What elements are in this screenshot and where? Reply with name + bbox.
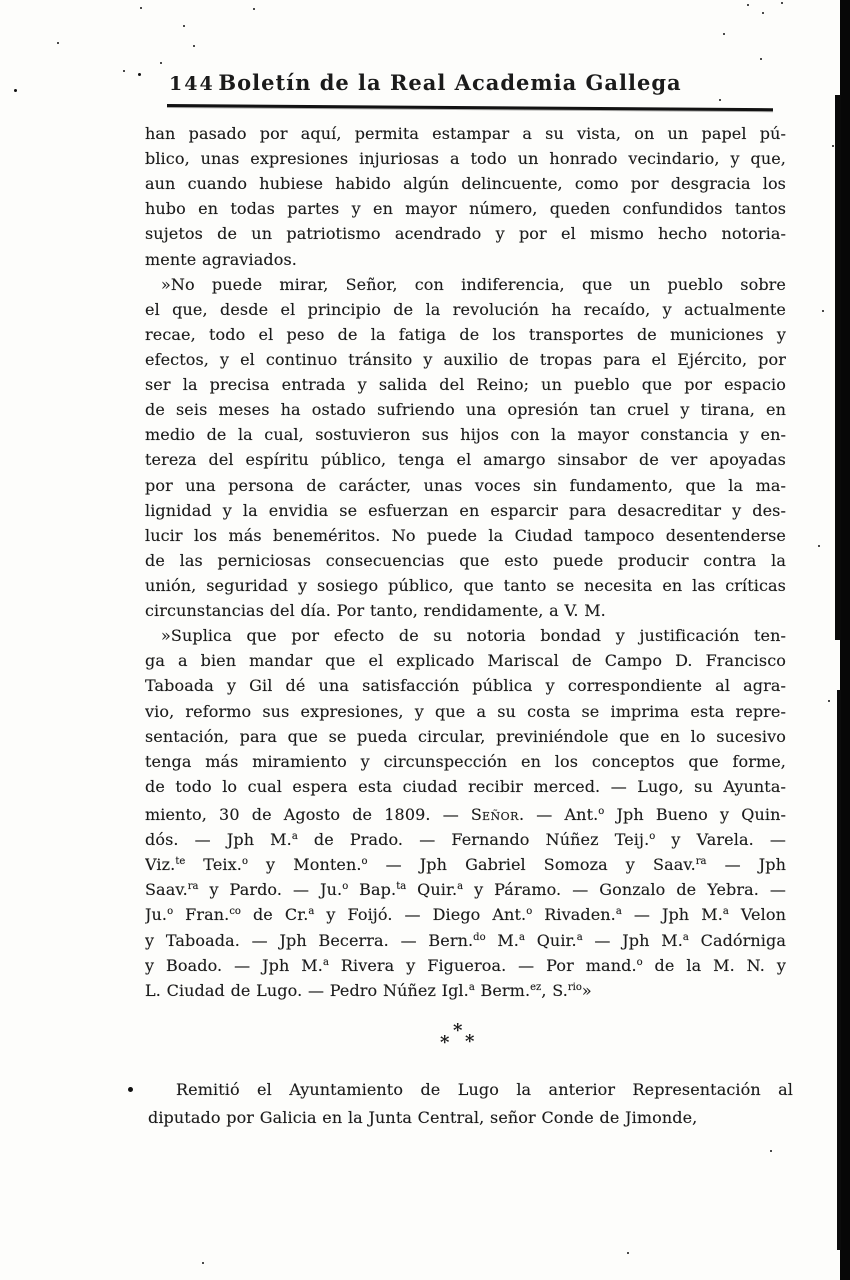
text-line: Viz.$^{te}$ Teix.$^o$ y Monten.$^o$ — Jph Gabriel Somoza y Saav.$^{ra}$ — Jph xyxy=(145,855,786,875)
body-text xyxy=(145,121,786,1000)
header-rule xyxy=(167,104,773,111)
text-line: efectos, y el continuo tránsito y auxilio de tropas para el Ejército, por xyxy=(145,349,786,369)
text-line: y Boado. — Jph M.$^a$ Rivera y Figueroa. — Por mand.$^o$ de la M. N. y xyxy=(145,955,786,975)
ink-speck xyxy=(57,42,59,44)
text-line: dós. — Jph M.$^a$ de Prado. — Fernando Núñez Teij.$^o$ y Varela. — xyxy=(145,830,786,850)
ink-speck xyxy=(140,7,142,9)
ink-speck xyxy=(193,45,195,47)
ink-speck xyxy=(627,1252,629,1254)
page-number: 144 xyxy=(169,73,215,95)
text-line: Taboada y Gil dé una satisfacción pública y correspondiente al agra- xyxy=(145,676,786,696)
asterisk-icon: * xyxy=(440,1032,450,1053)
asterism-separator xyxy=(430,1022,490,1058)
journal-title: Boletín de la Real Academia Gallega xyxy=(218,70,682,95)
ink-speck xyxy=(123,70,125,72)
text-line: de las perniciosas consecuencias que esto puede producir contra la xyxy=(145,550,786,570)
text-line: tereza del espíritu público, tenga el amargo sinsabor de ver apoyadas xyxy=(145,450,786,470)
text-line: medio de la cual, sostuvieron sus hijos con la mayor constancia y en- xyxy=(145,425,786,445)
ink-speck xyxy=(828,700,830,702)
text-line: recae, todo el peso de la fatiga de los transportes de municiones y xyxy=(145,324,786,344)
text-line: L. Ciudad de Lugo. — Pedro Núñez Igl.$^a$ Berm.$^{ez}$, S.$^{rio}$» xyxy=(145,980,592,1000)
ink-speck xyxy=(138,73,141,76)
text-line: sujetos de un patriotismo acendrado y por el mismo hecho notoria- xyxy=(145,224,786,244)
ink-speck xyxy=(128,1087,133,1092)
ink-speck xyxy=(832,145,834,147)
text-line: el que, desde el principio de la revolución ha recaído, y actualmente xyxy=(145,299,786,319)
text-line: por una persona de carácter, unas voces sin fundamento, que la ma- xyxy=(145,475,786,495)
text-line: hubo en todas partes y en mayor número, queden confundidos tantos xyxy=(145,199,786,219)
scan-artifact-right-edge xyxy=(840,0,850,1280)
ink-speck xyxy=(822,310,824,312)
text-line: ser la precisa entrada y salida del Reino; un pueblo que por espacio xyxy=(145,375,786,395)
text-line: »No puede mirar, Señor, con indiferencia, que un pueblo sobre xyxy=(161,274,786,294)
text-line: de todo lo cual espera esta ciudad recibir merced. — Lugo, su Ayunta- xyxy=(145,776,786,796)
text-line: han pasado por aquí, permita estampar a su vista, on un papel pú- xyxy=(145,124,786,143)
scan-artifact-right-edge-mid xyxy=(837,690,841,1250)
asterisk-icon: * xyxy=(453,1020,463,1041)
text-line: lignidad y la envidia se esfuerzan en esparcir para desacreditar y des- xyxy=(145,500,786,520)
text-line: vio, reformo sus expresiones, y que a su costa se imprima esta repre- xyxy=(145,701,786,721)
text-line: aun cuando hubiese habido algún delincuente, como por desgracia los xyxy=(145,174,786,194)
text-line: lucir los más beneméritos. No puede la Ciudad tampoco desentenderse xyxy=(145,525,786,545)
text-line: Ju.$^o$ Fran.$^{co}$ de Cr.$^a$ y Foijó. — Diego Ant.$^o$ Rivaden.$^a$ — Jph M.$^a$ Velon xyxy=(145,905,786,925)
text-line: tenga más miramiento y circunspección en los conceptos que forme, xyxy=(145,751,786,771)
ink-speck xyxy=(14,89,17,92)
text-line: sentación, para que se pueda circular, previniéndole que en lo sucesivo xyxy=(145,726,786,746)
ink-speck xyxy=(747,4,749,6)
asterisk-icon: * xyxy=(465,1031,475,1052)
ink-speck xyxy=(760,58,762,60)
text-line: diputado por Galicia en la Junta Central, señor Conde de Jimonde, xyxy=(148,1108,698,1127)
ink-speck xyxy=(719,99,721,101)
text-line: blico, unas expresiones injuriosas a todo un honrado vecindario, y que, xyxy=(145,149,786,169)
ink-speck xyxy=(253,8,255,10)
ink-speck xyxy=(818,545,820,547)
text-line: miento, 30 de Agosto de 1809. — Señor. — Ant.$^o$ Jph Bueno y Quin- xyxy=(145,804,786,824)
scan-artifact-right-edge-wide xyxy=(835,95,841,640)
ink-speck xyxy=(723,33,725,35)
text-line: ga a bien mandar que el explicado Mariscal de Campo D. Francisco xyxy=(145,651,786,671)
ink-speck xyxy=(202,1262,204,1264)
text-line: unión, seguridad y sosiego público, que tanto se necesita en las críticas xyxy=(145,575,786,595)
text-line: Remitió el Ayuntamiento de Lugo la anterior Representación al xyxy=(176,1080,793,1099)
text-line: y Taboada. — Jph Becerra. — Bern.$^{do}$ M.$^a$ Quir.$^a$ — Jph M.$^a$ Cadórniga xyxy=(145,930,786,950)
ink-speck xyxy=(160,62,162,64)
text-line: de seis meses ha ostado sufriendo una opresión tan cruel y tirana, en xyxy=(145,400,786,420)
text-line: Saav.$^{ra}$ y Pardo. — Ju.$^o$ Bap.$^{ta}$ Quir.$^a$ y Páramo. — Gonzalo de Yebra. — xyxy=(145,880,786,900)
ink-speck xyxy=(781,2,783,4)
ink-speck xyxy=(762,12,764,14)
ink-speck xyxy=(770,1150,772,1152)
closing-paragraph xyxy=(148,1076,793,1132)
text-line: »Suplica que por efecto de su notoria bondad y justificación ten- xyxy=(161,626,786,646)
ink-speck xyxy=(183,25,185,27)
text-line: circunstancias del día. Por tanto, rendidamente, a V. M. xyxy=(145,601,606,621)
text-line: mente agraviados. xyxy=(145,249,297,269)
